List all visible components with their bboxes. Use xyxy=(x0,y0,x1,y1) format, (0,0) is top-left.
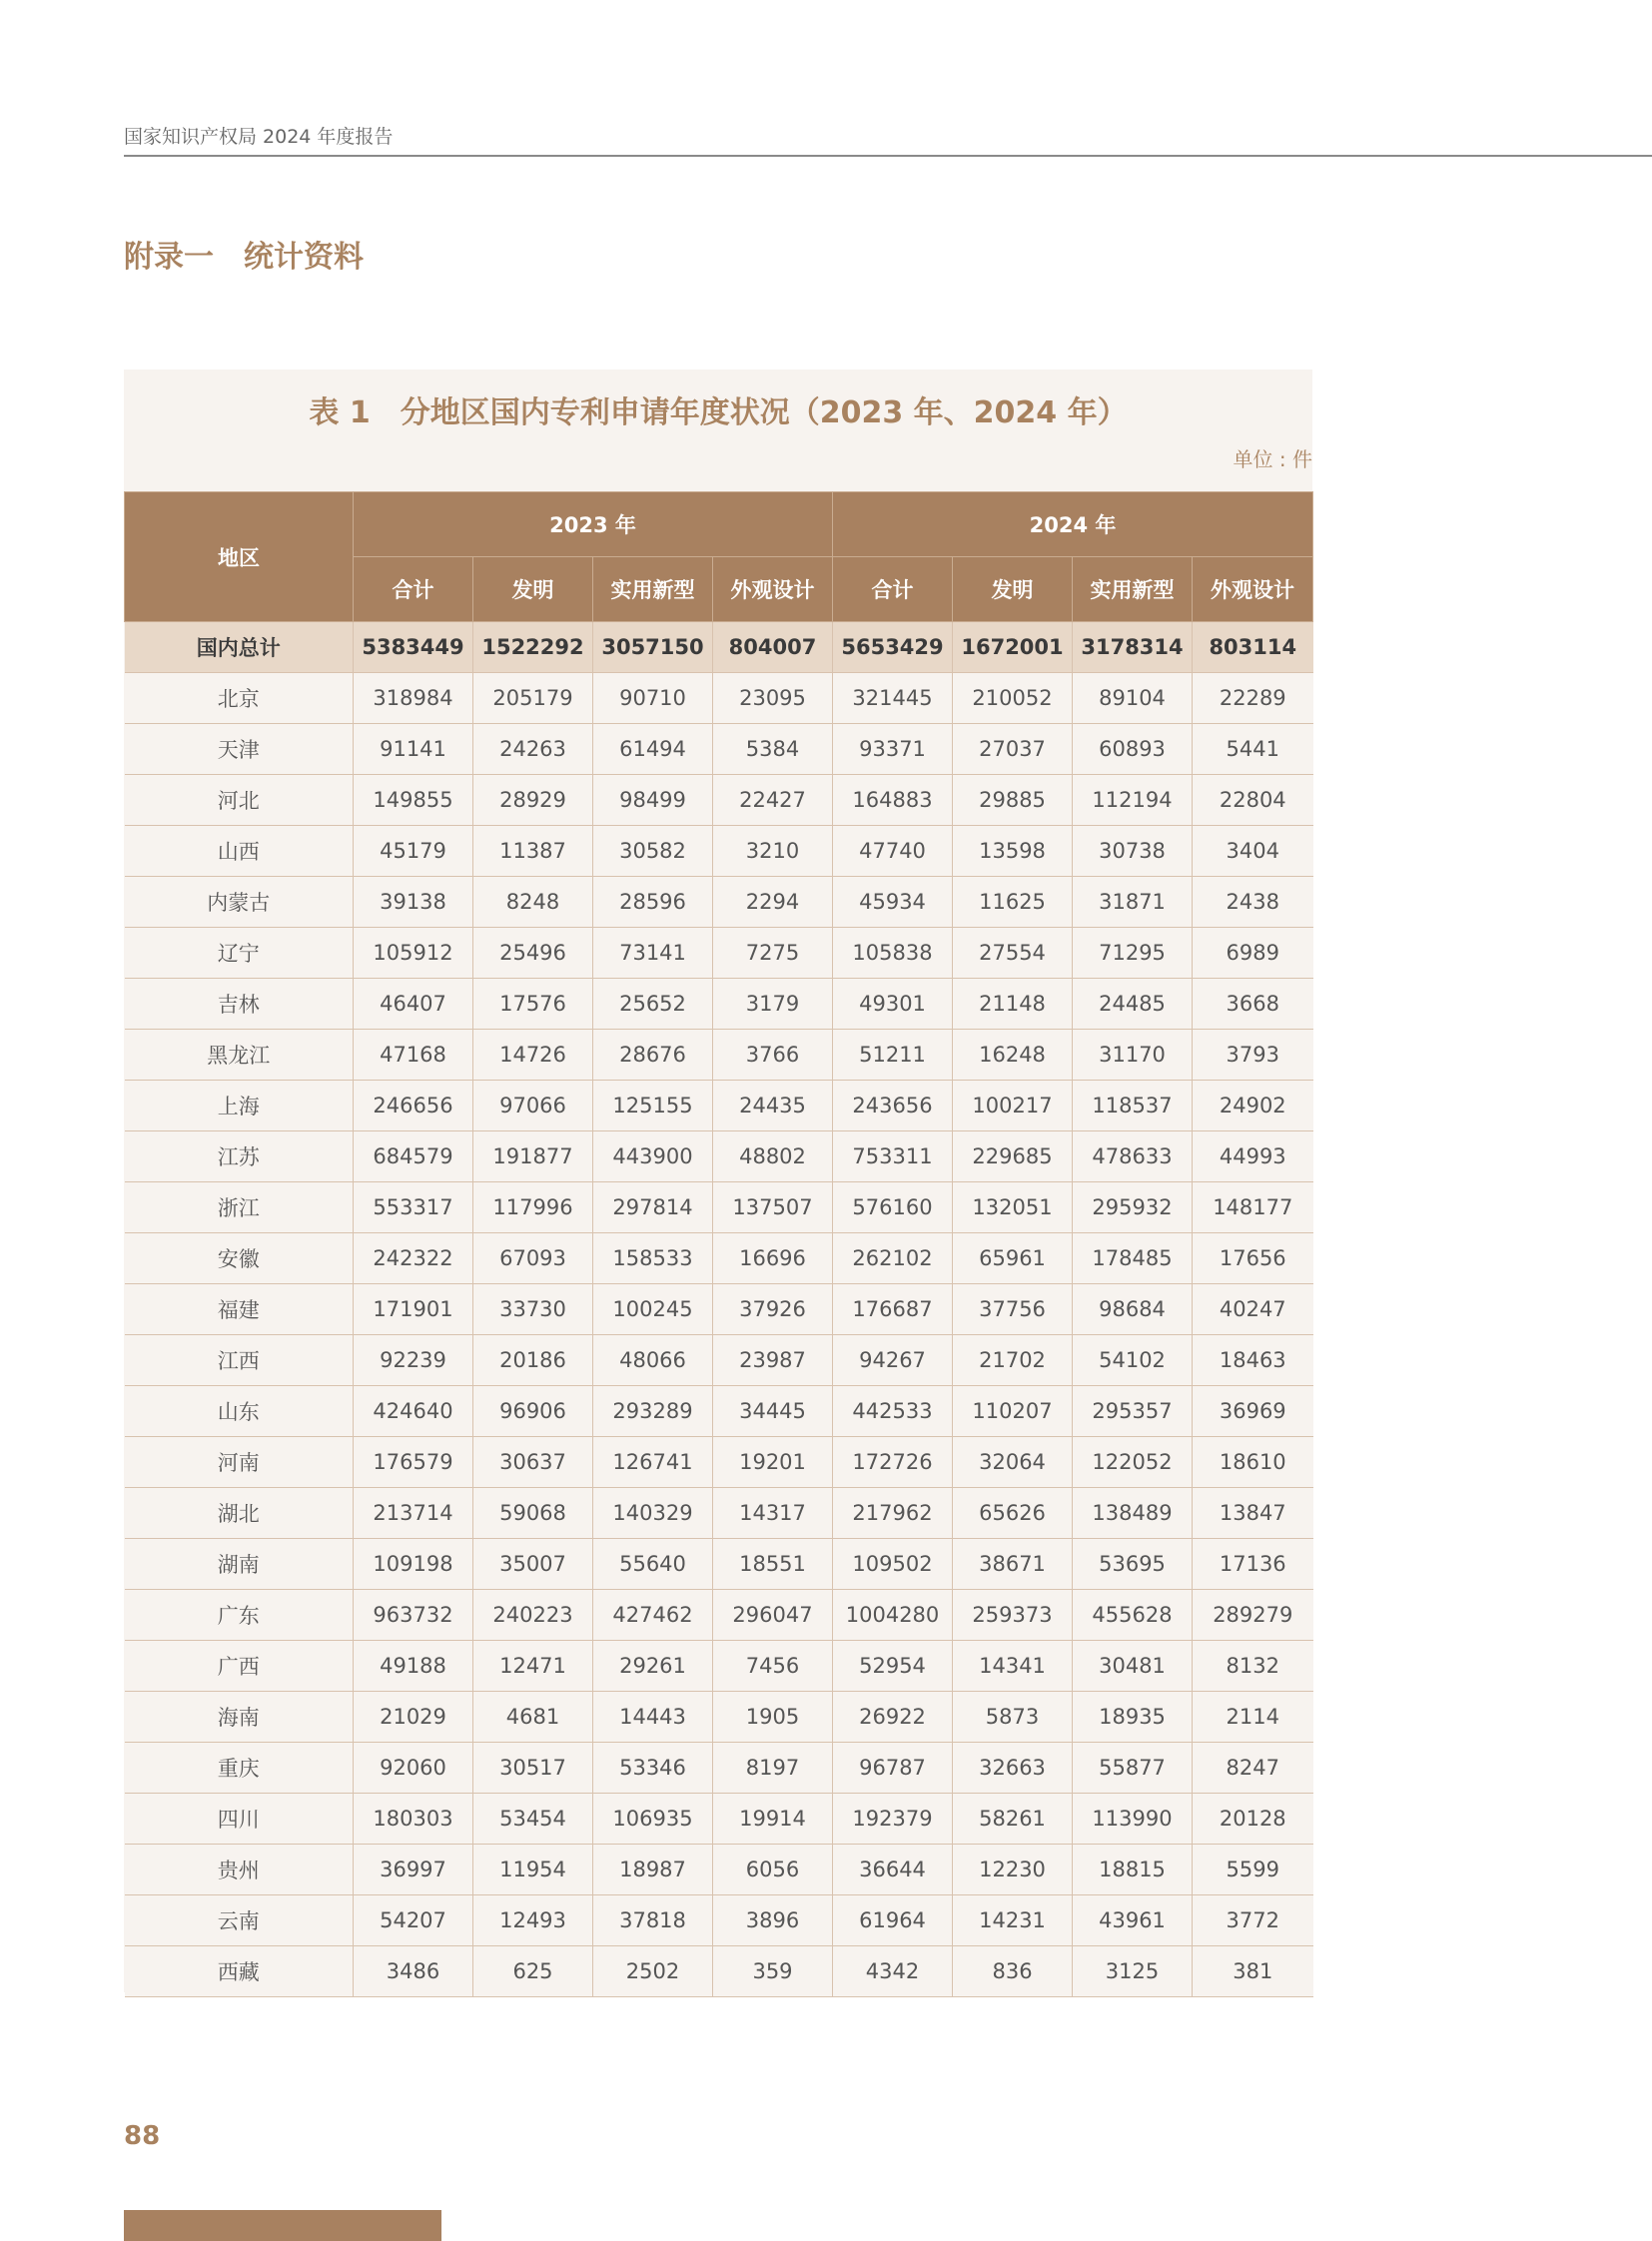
cell-value: 3404 xyxy=(1193,826,1313,877)
cell-value: 140329 xyxy=(593,1488,713,1539)
cell-value: 106935 xyxy=(593,1794,713,1845)
cell-value: 53454 xyxy=(473,1794,593,1845)
page-number: 88 xyxy=(124,2121,161,2151)
table-row xyxy=(125,1946,1313,1997)
cell-value: 18987 xyxy=(593,1845,713,1895)
cell-value: 47740 xyxy=(833,826,953,877)
cell-value: 38671 xyxy=(953,1539,1073,1590)
cell-value: 5653429 xyxy=(833,622,953,673)
cell-value: 18463 xyxy=(1193,1335,1313,1386)
cell-value: 217962 xyxy=(833,1488,953,1539)
cell-value: 178485 xyxy=(1073,1233,1193,1284)
table-row xyxy=(125,1692,1313,1743)
cell-value: 27037 xyxy=(953,724,1073,775)
row-region: 山东 xyxy=(125,1386,354,1437)
cell-value: 192379 xyxy=(833,1794,953,1845)
cell-value: 55877 xyxy=(1073,1743,1193,1794)
row-region: 广东 xyxy=(125,1590,354,1641)
table-row xyxy=(125,1641,1313,1692)
cell-value: 126741 xyxy=(593,1437,713,1488)
table-row xyxy=(125,673,1313,724)
cell-value: 59068 xyxy=(473,1488,593,1539)
cell-value: 2114 xyxy=(1193,1692,1313,1743)
cell-value: 31871 xyxy=(1073,877,1193,928)
cell-value: 3178314 xyxy=(1073,622,1193,673)
row-region: 国内总计 xyxy=(125,622,354,673)
cell-value: 18815 xyxy=(1073,1845,1193,1895)
cell-value: 242322 xyxy=(354,1233,473,1284)
cell-value: 963732 xyxy=(354,1590,473,1641)
cell-value: 16696 xyxy=(713,1233,833,1284)
cell-value: 172726 xyxy=(833,1437,953,1488)
cell-value: 11625 xyxy=(953,877,1073,928)
cell-value: 3668 xyxy=(1193,979,1313,1030)
cell-value: 137507 xyxy=(713,1182,833,1233)
cell-value: 14443 xyxy=(593,1692,713,1743)
cell-value: 24435 xyxy=(713,1081,833,1131)
cell-value: 7456 xyxy=(713,1641,833,1692)
sub-header-total: 合计 xyxy=(354,557,473,622)
cell-value: 553317 xyxy=(354,1182,473,1233)
cell-value: 6056 xyxy=(713,1845,833,1895)
cell-value: 16248 xyxy=(953,1030,1073,1081)
row-region: 吉林 xyxy=(125,979,354,1030)
cell-value: 443900 xyxy=(593,1131,713,1182)
row-region: 四川 xyxy=(125,1794,354,1845)
cell-value: 98499 xyxy=(593,775,713,826)
cell-value: 61964 xyxy=(833,1895,953,1946)
cell-value: 295932 xyxy=(1073,1182,1193,1233)
cell-value: 122052 xyxy=(1073,1437,1193,1488)
cell-value: 149855 xyxy=(354,775,473,826)
cell-value: 91141 xyxy=(354,724,473,775)
table-row xyxy=(125,1284,1313,1335)
cell-value: 176579 xyxy=(354,1437,473,1488)
year-header-2023: 2023 年 xyxy=(354,492,833,557)
cell-value: 3896 xyxy=(713,1895,833,1946)
cell-value: 44993 xyxy=(1193,1131,1313,1182)
cell-value: 73141 xyxy=(593,928,713,979)
cell-value: 31170 xyxy=(1073,1030,1193,1081)
cell-value: 54102 xyxy=(1073,1335,1193,1386)
cell-value: 229685 xyxy=(953,1131,1073,1182)
cell-value: 33730 xyxy=(473,1284,593,1335)
cell-value: 109198 xyxy=(354,1539,473,1590)
cell-value: 100245 xyxy=(593,1284,713,1335)
cell-value: 92060 xyxy=(354,1743,473,1794)
sub-header-total: 合计 xyxy=(833,557,953,622)
region-column-header: 地区 xyxy=(125,492,354,622)
table-row xyxy=(125,1182,1313,1233)
cell-value: 45934 xyxy=(833,877,953,928)
cell-value: 11387 xyxy=(473,826,593,877)
cell-value: 98684 xyxy=(1073,1284,1193,1335)
cell-value: 32663 xyxy=(953,1743,1073,1794)
row-region: 湖北 xyxy=(125,1488,354,1539)
cell-value: 48066 xyxy=(593,1335,713,1386)
cell-value: 3766 xyxy=(713,1030,833,1081)
table-row xyxy=(125,1335,1313,1386)
cell-value: 5441 xyxy=(1193,724,1313,775)
cell-value: 5383449 xyxy=(354,622,473,673)
cell-value: 625 xyxy=(473,1946,593,1997)
sub-header-invention: 发明 xyxy=(953,557,1073,622)
cell-value: 36969 xyxy=(1193,1386,1313,1437)
cell-value: 4681 xyxy=(473,1692,593,1743)
cell-value: 92239 xyxy=(354,1335,473,1386)
cell-value: 803114 xyxy=(1193,622,1313,673)
cell-value: 12230 xyxy=(953,1845,1073,1895)
cell-value: 3125 xyxy=(1073,1946,1193,1997)
cell-value: 90710 xyxy=(593,673,713,724)
table-row xyxy=(125,1743,1313,1794)
cell-value: 21148 xyxy=(953,979,1073,1030)
cell-value: 97066 xyxy=(473,1081,593,1131)
row-region: 湖南 xyxy=(125,1539,354,1590)
cell-value: 49188 xyxy=(354,1641,473,1692)
cell-value: 576160 xyxy=(833,1182,953,1233)
cell-value: 132051 xyxy=(953,1182,1073,1233)
cell-value: 6989 xyxy=(1193,928,1313,979)
table-row xyxy=(125,1030,1313,1081)
unit-label: 单位 : 件 xyxy=(1233,447,1312,471)
cell-value: 18551 xyxy=(713,1539,833,1590)
cell-value: 110207 xyxy=(953,1386,1073,1437)
cell-value: 39138 xyxy=(354,877,473,928)
cell-value: 289279 xyxy=(1193,1590,1313,1641)
table-row xyxy=(125,1081,1313,1131)
cell-value: 8132 xyxy=(1193,1641,1313,1692)
table-row xyxy=(125,1539,1313,1590)
cell-value: 13847 xyxy=(1193,1488,1313,1539)
cell-value: 28596 xyxy=(593,877,713,928)
cell-value: 14317 xyxy=(713,1488,833,1539)
cell-value: 318984 xyxy=(354,673,473,724)
table-row xyxy=(125,826,1313,877)
cell-value: 112194 xyxy=(1073,775,1193,826)
cell-value: 381 xyxy=(1193,1946,1313,1997)
row-region: 内蒙古 xyxy=(125,877,354,928)
row-region: 云南 xyxy=(125,1895,354,1946)
cell-value: 94267 xyxy=(833,1335,953,1386)
cell-value: 36644 xyxy=(833,1845,953,1895)
row-region: 北京 xyxy=(125,673,354,724)
cell-value: 20186 xyxy=(473,1335,593,1386)
row-region: 浙江 xyxy=(125,1182,354,1233)
sub-header-design: 外观设计 xyxy=(713,557,833,622)
cell-value: 24902 xyxy=(1193,1081,1313,1131)
cell-value: 1522292 xyxy=(473,622,593,673)
cell-value: 1672001 xyxy=(953,622,1073,673)
cell-value: 96787 xyxy=(833,1743,953,1794)
cell-value: 293289 xyxy=(593,1386,713,1437)
cell-value: 21702 xyxy=(953,1335,1073,1386)
cell-value: 67093 xyxy=(473,1233,593,1284)
cell-value: 22804 xyxy=(1193,775,1313,826)
cell-value: 19914 xyxy=(713,1794,833,1845)
cell-value: 65626 xyxy=(953,1488,1073,1539)
cell-value: 30582 xyxy=(593,826,713,877)
cell-value: 19201 xyxy=(713,1437,833,1488)
cell-value: 30637 xyxy=(473,1437,593,1488)
table-row xyxy=(125,1590,1313,1641)
cell-value: 65961 xyxy=(953,1233,1073,1284)
row-region: 天津 xyxy=(125,724,354,775)
cell-value: 176687 xyxy=(833,1284,953,1335)
cell-value: 246656 xyxy=(354,1081,473,1131)
table-row xyxy=(125,1233,1313,1284)
cell-value: 8197 xyxy=(713,1743,833,1794)
row-region: 山西 xyxy=(125,826,354,877)
cell-value: 836 xyxy=(953,1946,1073,1997)
table-panel xyxy=(124,370,1312,1992)
cell-value: 804007 xyxy=(713,622,833,673)
cell-value: 13598 xyxy=(953,826,1073,877)
cell-value: 8247 xyxy=(1193,1743,1313,1794)
row-region: 海南 xyxy=(125,1692,354,1743)
cell-value: 12493 xyxy=(473,1895,593,1946)
cell-value: 21029 xyxy=(354,1692,473,1743)
cell-value: 28676 xyxy=(593,1030,713,1081)
cell-value: 29261 xyxy=(593,1641,713,1692)
table-row xyxy=(125,928,1313,979)
cell-value: 297814 xyxy=(593,1182,713,1233)
cell-value: 424640 xyxy=(354,1386,473,1437)
table-row xyxy=(125,1386,1313,1437)
cell-value: 40247 xyxy=(1193,1284,1313,1335)
cell-value: 2294 xyxy=(713,877,833,928)
cell-value: 61494 xyxy=(593,724,713,775)
cell-value: 96906 xyxy=(473,1386,593,1437)
cell-value: 259373 xyxy=(953,1590,1073,1641)
cell-value: 23095 xyxy=(713,673,833,724)
cell-value: 35007 xyxy=(473,1539,593,1590)
cell-value: 49301 xyxy=(833,979,953,1030)
patent-application-table xyxy=(124,491,1313,1997)
cell-value: 89104 xyxy=(1073,673,1193,724)
sub-header-utility-model: 实用新型 xyxy=(1073,557,1193,622)
cell-value: 105912 xyxy=(354,928,473,979)
cell-value: 17576 xyxy=(473,979,593,1030)
cell-value: 24485 xyxy=(1073,979,1193,1030)
cell-value: 3057150 xyxy=(593,622,713,673)
cell-value: 4342 xyxy=(833,1946,953,1997)
cell-value: 52954 xyxy=(833,1641,953,1692)
cell-value: 14231 xyxy=(953,1895,1073,1946)
cell-value: 5873 xyxy=(953,1692,1073,1743)
cell-value: 43961 xyxy=(1073,1895,1193,1946)
cell-value: 18610 xyxy=(1193,1437,1313,1488)
section-title: 附录一 统计资料 xyxy=(124,240,364,275)
row-region: 江苏 xyxy=(125,1131,354,1182)
cell-value: 105838 xyxy=(833,928,953,979)
cell-value: 30738 xyxy=(1073,826,1193,877)
cell-value: 171901 xyxy=(354,1284,473,1335)
cell-value: 210052 xyxy=(953,673,1073,724)
cell-value: 113990 xyxy=(1073,1794,1193,1845)
row-region: 上海 xyxy=(125,1081,354,1131)
cell-value: 478633 xyxy=(1073,1131,1193,1182)
cell-value: 29885 xyxy=(953,775,1073,826)
year-header-2024: 2024 年 xyxy=(833,492,1313,557)
cell-value: 2502 xyxy=(593,1946,713,1997)
cell-value: 30517 xyxy=(473,1743,593,1794)
row-region: 广西 xyxy=(125,1641,354,1692)
table-body xyxy=(125,622,1313,1997)
row-region: 贵州 xyxy=(125,1845,354,1895)
cell-value: 60893 xyxy=(1073,724,1193,775)
cell-value: 18935 xyxy=(1073,1692,1193,1743)
sub-header-invention: 发明 xyxy=(473,557,593,622)
cell-value: 36997 xyxy=(354,1845,473,1895)
cell-value: 45179 xyxy=(354,826,473,877)
footer-bar xyxy=(124,2210,441,2241)
cell-value: 30481 xyxy=(1073,1641,1193,1692)
cell-value: 58261 xyxy=(953,1794,1073,1845)
cell-value: 138489 xyxy=(1073,1488,1193,1539)
cell-value: 93371 xyxy=(833,724,953,775)
cell-value: 243656 xyxy=(833,1081,953,1131)
cell-value: 14726 xyxy=(473,1030,593,1081)
table-row xyxy=(125,724,1313,775)
row-region: 西藏 xyxy=(125,1946,354,1997)
cell-value: 3772 xyxy=(1193,1895,1313,1946)
cell-value: 296047 xyxy=(713,1590,833,1641)
table-row xyxy=(125,1488,1313,1539)
sub-header-design: 外观设计 xyxy=(1193,557,1313,622)
cell-value: 37818 xyxy=(593,1895,713,1946)
cell-value: 46407 xyxy=(354,979,473,1030)
cell-value: 25496 xyxy=(473,928,593,979)
cell-value: 180303 xyxy=(354,1794,473,1845)
row-region: 福建 xyxy=(125,1284,354,1335)
cell-value: 295357 xyxy=(1073,1386,1193,1437)
row-region: 河北 xyxy=(125,775,354,826)
cell-value: 684579 xyxy=(354,1131,473,1182)
cell-value: 28929 xyxy=(473,775,593,826)
cell-value: 321445 xyxy=(833,673,953,724)
cell-value: 5384 xyxy=(713,724,833,775)
cell-value: 100217 xyxy=(953,1081,1073,1131)
row-region: 江西 xyxy=(125,1335,354,1386)
cell-value: 47168 xyxy=(354,1030,473,1081)
cell-value: 26922 xyxy=(833,1692,953,1743)
cell-value: 53695 xyxy=(1073,1539,1193,1590)
table-row xyxy=(125,877,1313,928)
cell-value: 109502 xyxy=(833,1539,953,1590)
cell-value: 22427 xyxy=(713,775,833,826)
row-region: 黑龙江 xyxy=(125,1030,354,1081)
table-row xyxy=(125,1895,1313,1946)
cell-value: 24263 xyxy=(473,724,593,775)
cell-value: 3179 xyxy=(713,979,833,1030)
cell-value: 55640 xyxy=(593,1539,713,1590)
table-row xyxy=(125,775,1313,826)
cell-value: 54207 xyxy=(354,1895,473,1946)
cell-value: 240223 xyxy=(473,1590,593,1641)
table-row xyxy=(125,979,1313,1030)
cell-value: 25652 xyxy=(593,979,713,1030)
cell-value: 455628 xyxy=(1073,1590,1193,1641)
cell-value: 427462 xyxy=(593,1590,713,1641)
cell-value: 148177 xyxy=(1193,1182,1313,1233)
cell-value: 442533 xyxy=(833,1386,953,1437)
row-region: 安徽 xyxy=(125,1233,354,1284)
cell-value: 27554 xyxy=(953,928,1073,979)
cell-value: 7275 xyxy=(713,928,833,979)
cell-value: 71295 xyxy=(1073,928,1193,979)
table-row xyxy=(125,1794,1313,1845)
cell-value: 12471 xyxy=(473,1641,593,1692)
cell-value: 14341 xyxy=(953,1641,1073,1692)
cell-value: 32064 xyxy=(953,1437,1073,1488)
cell-value: 3486 xyxy=(354,1946,473,1997)
table-row xyxy=(125,1845,1313,1895)
cell-value: 125155 xyxy=(593,1081,713,1131)
row-region: 辽宁 xyxy=(125,928,354,979)
cell-value: 191877 xyxy=(473,1131,593,1182)
cell-value: 3793 xyxy=(1193,1030,1313,1081)
cell-value: 753311 xyxy=(833,1131,953,1182)
total-row xyxy=(125,622,1313,673)
cell-value: 5599 xyxy=(1193,1845,1313,1895)
cell-value: 11954 xyxy=(473,1845,593,1895)
cell-value: 158533 xyxy=(593,1233,713,1284)
cell-value: 3210 xyxy=(713,826,833,877)
sub-header-utility-model: 实用新型 xyxy=(593,557,713,622)
cell-value: 22289 xyxy=(1193,673,1313,724)
cell-value: 2438 xyxy=(1193,877,1313,928)
cell-value: 17656 xyxy=(1193,1233,1313,1284)
cell-value: 17136 xyxy=(1193,1539,1313,1590)
cell-value: 8248 xyxy=(473,877,593,928)
cell-value: 1004280 xyxy=(833,1590,953,1641)
row-region: 河南 xyxy=(125,1437,354,1488)
cell-value: 37926 xyxy=(713,1284,833,1335)
table-row xyxy=(125,1131,1313,1182)
cell-value: 164883 xyxy=(833,775,953,826)
cell-value: 118537 xyxy=(1073,1081,1193,1131)
cell-value: 23987 xyxy=(713,1335,833,1386)
table-row xyxy=(125,1437,1313,1488)
cell-value: 37756 xyxy=(953,1284,1073,1335)
table-title: 表 1 分地区国内专利申请年度状况（2023 年、2024 年） xyxy=(309,395,1128,430)
cell-value: 213714 xyxy=(354,1488,473,1539)
cell-value: 117996 xyxy=(473,1182,593,1233)
row-region: 重庆 xyxy=(125,1743,354,1794)
header-rule xyxy=(124,155,1652,157)
cell-value: 53346 xyxy=(593,1743,713,1794)
cell-value: 48802 xyxy=(713,1131,833,1182)
cell-value: 34445 xyxy=(713,1386,833,1437)
cell-value: 20128 xyxy=(1193,1794,1313,1845)
cell-value: 359 xyxy=(713,1946,833,1997)
cell-value: 262102 xyxy=(833,1233,953,1284)
running-header: 国家知识产权局 2024 年度报告 xyxy=(124,126,394,148)
cell-value: 205179 xyxy=(473,673,593,724)
cell-value: 1905 xyxy=(713,1692,833,1743)
cell-value: 51211 xyxy=(833,1030,953,1081)
